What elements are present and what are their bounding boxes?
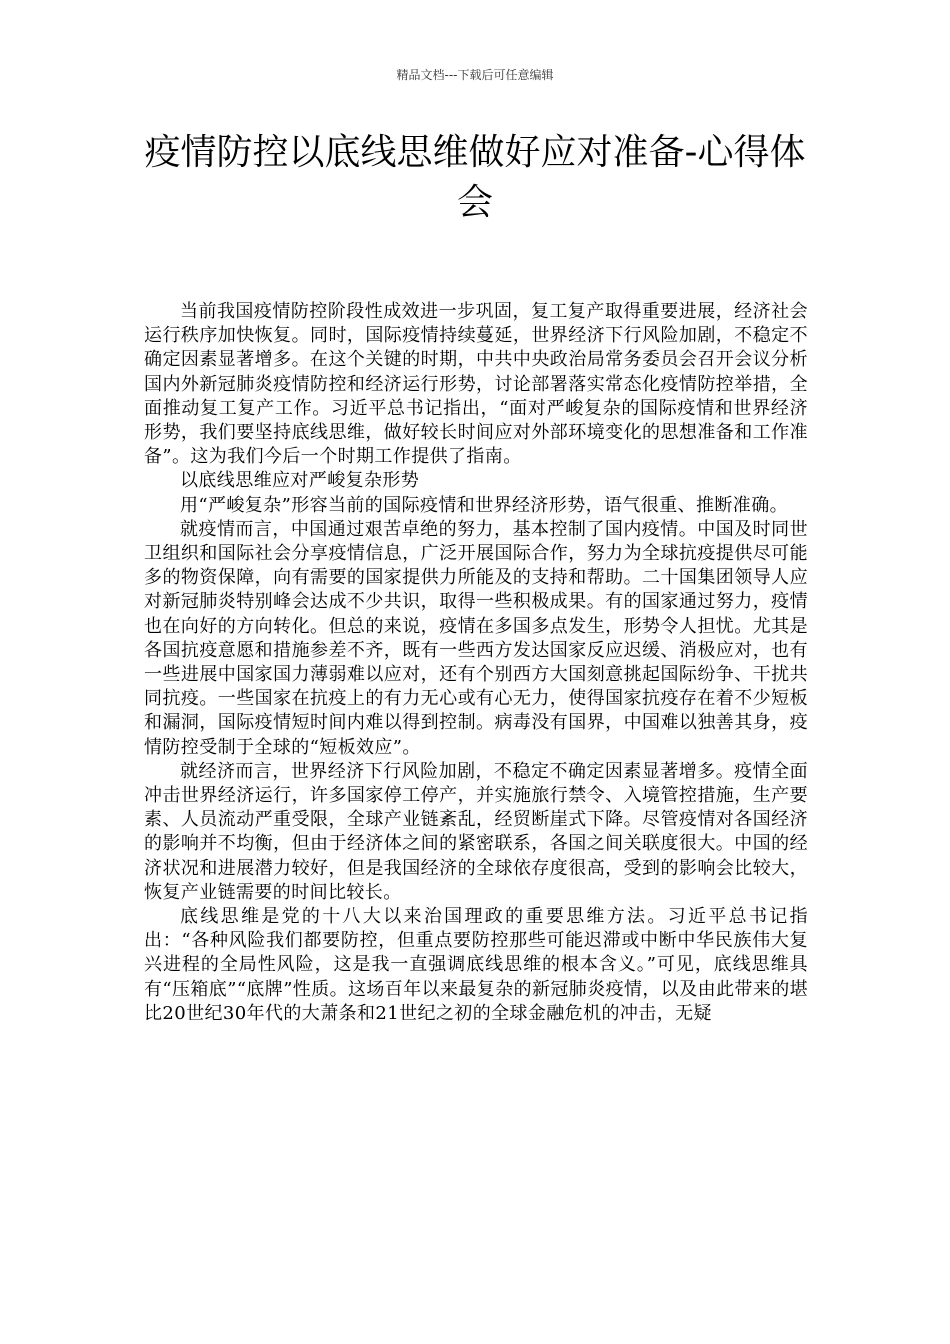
page-header: 精品文档---下载后可任意编辑 <box>396 68 554 82</box>
paragraph-epidemic: 就疫情而言，中国通过艰苦卓绝的努力，基本控制了国内疫情。中国及时同世卫组织和国际社会分享疫情信息，广泛开展国际合作，努力为全球抗疫提供尽可能多的物资保障，向有需要的国家提供力所能及的支持和帮助。二十国集团领导人应对新冠肺炎特别峰会达成不少共识，取得一些积极成果。有的国家通过努力，疫情也在向好的方向转化。但总的来说，疫情在多国多点发生，形势令人担忧。尤其是各国抗疫意愿和措施参差不齐，既有一些西方发达国家反应迟缓、消极应对，也有一些进展中国家国力薄弱难以应对，还有个别西方大国刻意挑起国际纷争、干扰共同抗疫。一些国家在抗疫上的有力无心或有心无力，使得国家抗疫存在着不少短板和漏洞，国际疫情短时间内难以得到控制。病毒没有国界，中国难以独善其身，疫情防控受制于全球的“短板效应”。 <box>144 518 808 758</box>
section-heading: 以底线思维应对严峻复杂形势 <box>180 470 420 492</box>
paragraph-bottom-line: 底线思维是党的十八大以来治国理政的重要思维方法。习近平总书记指出：“各种风险我们都要防控，但重点要防控那些可能迟滞或中断中华民族伟大复兴进程的全局性风险，这是我一直强调底线思维的根本含义。”可见，底线思维具有“压箱底”“底牌”性质。这场百年以来最复杂的新冠肺炎疫情，以及由此带来的堪比20世纪30年代的大萧条和21世纪之初的全球金融危机的冲击，无疑 <box>144 906 809 1024</box>
paragraph-economy: 就经济而言，世界经济下行风险加剧，不稳定不确定因素显著增多。疫情全面冲击世界经济运行，许多国家停工停产，并实施旅行禁令、入境管控措施，生产要素、人员流动严重受限，全球产业链紊乱，经贸断崖式下降。尽管疫情对各国经济的影响并不均衡，但由于经济体之间的紧密联系，各国之间关联度很大。中国的经济状况和进展潜力较好，但是我国经济的全球依存度很高，受到的影响会比较大，恢复产业链需要的时间比较长。 <box>144 760 808 903</box>
paragraph-intro: 当前我国疫情防控阶段性成效进一步巩固，复工复产取得重要进展，经济社会运行秩序加快恢复。同时，国际疫情持续蔓延，世界经济下行风险加剧，不稳定不确定因素显著增多。在这个关键的时期，中共中央政治局常务委员会召开会议分析国内外新冠肺炎疫情防控和经济运行形势，讨论部署落实常态化疫情防控举措，全面推动复工复产工作。习近平总书记指出，“面对严峻复杂的国际疫情和世界经济形势，我们要坚持底线思维，做好较长时间应对外部环境变化的思想准备和工作准备”。这为我们今后一个时期工作提供了指南。 <box>144 301 808 468</box>
paragraph-severity: 用“严峻复杂”形容当前的国际疫情和世界经济形势，语气很重、推断准确。 <box>180 494 789 516</box>
document-body <box>144 300 808 1026</box>
document-title: 疫情防控以底线思维做好应对准备-心得体会 <box>144 132 806 223</box>
